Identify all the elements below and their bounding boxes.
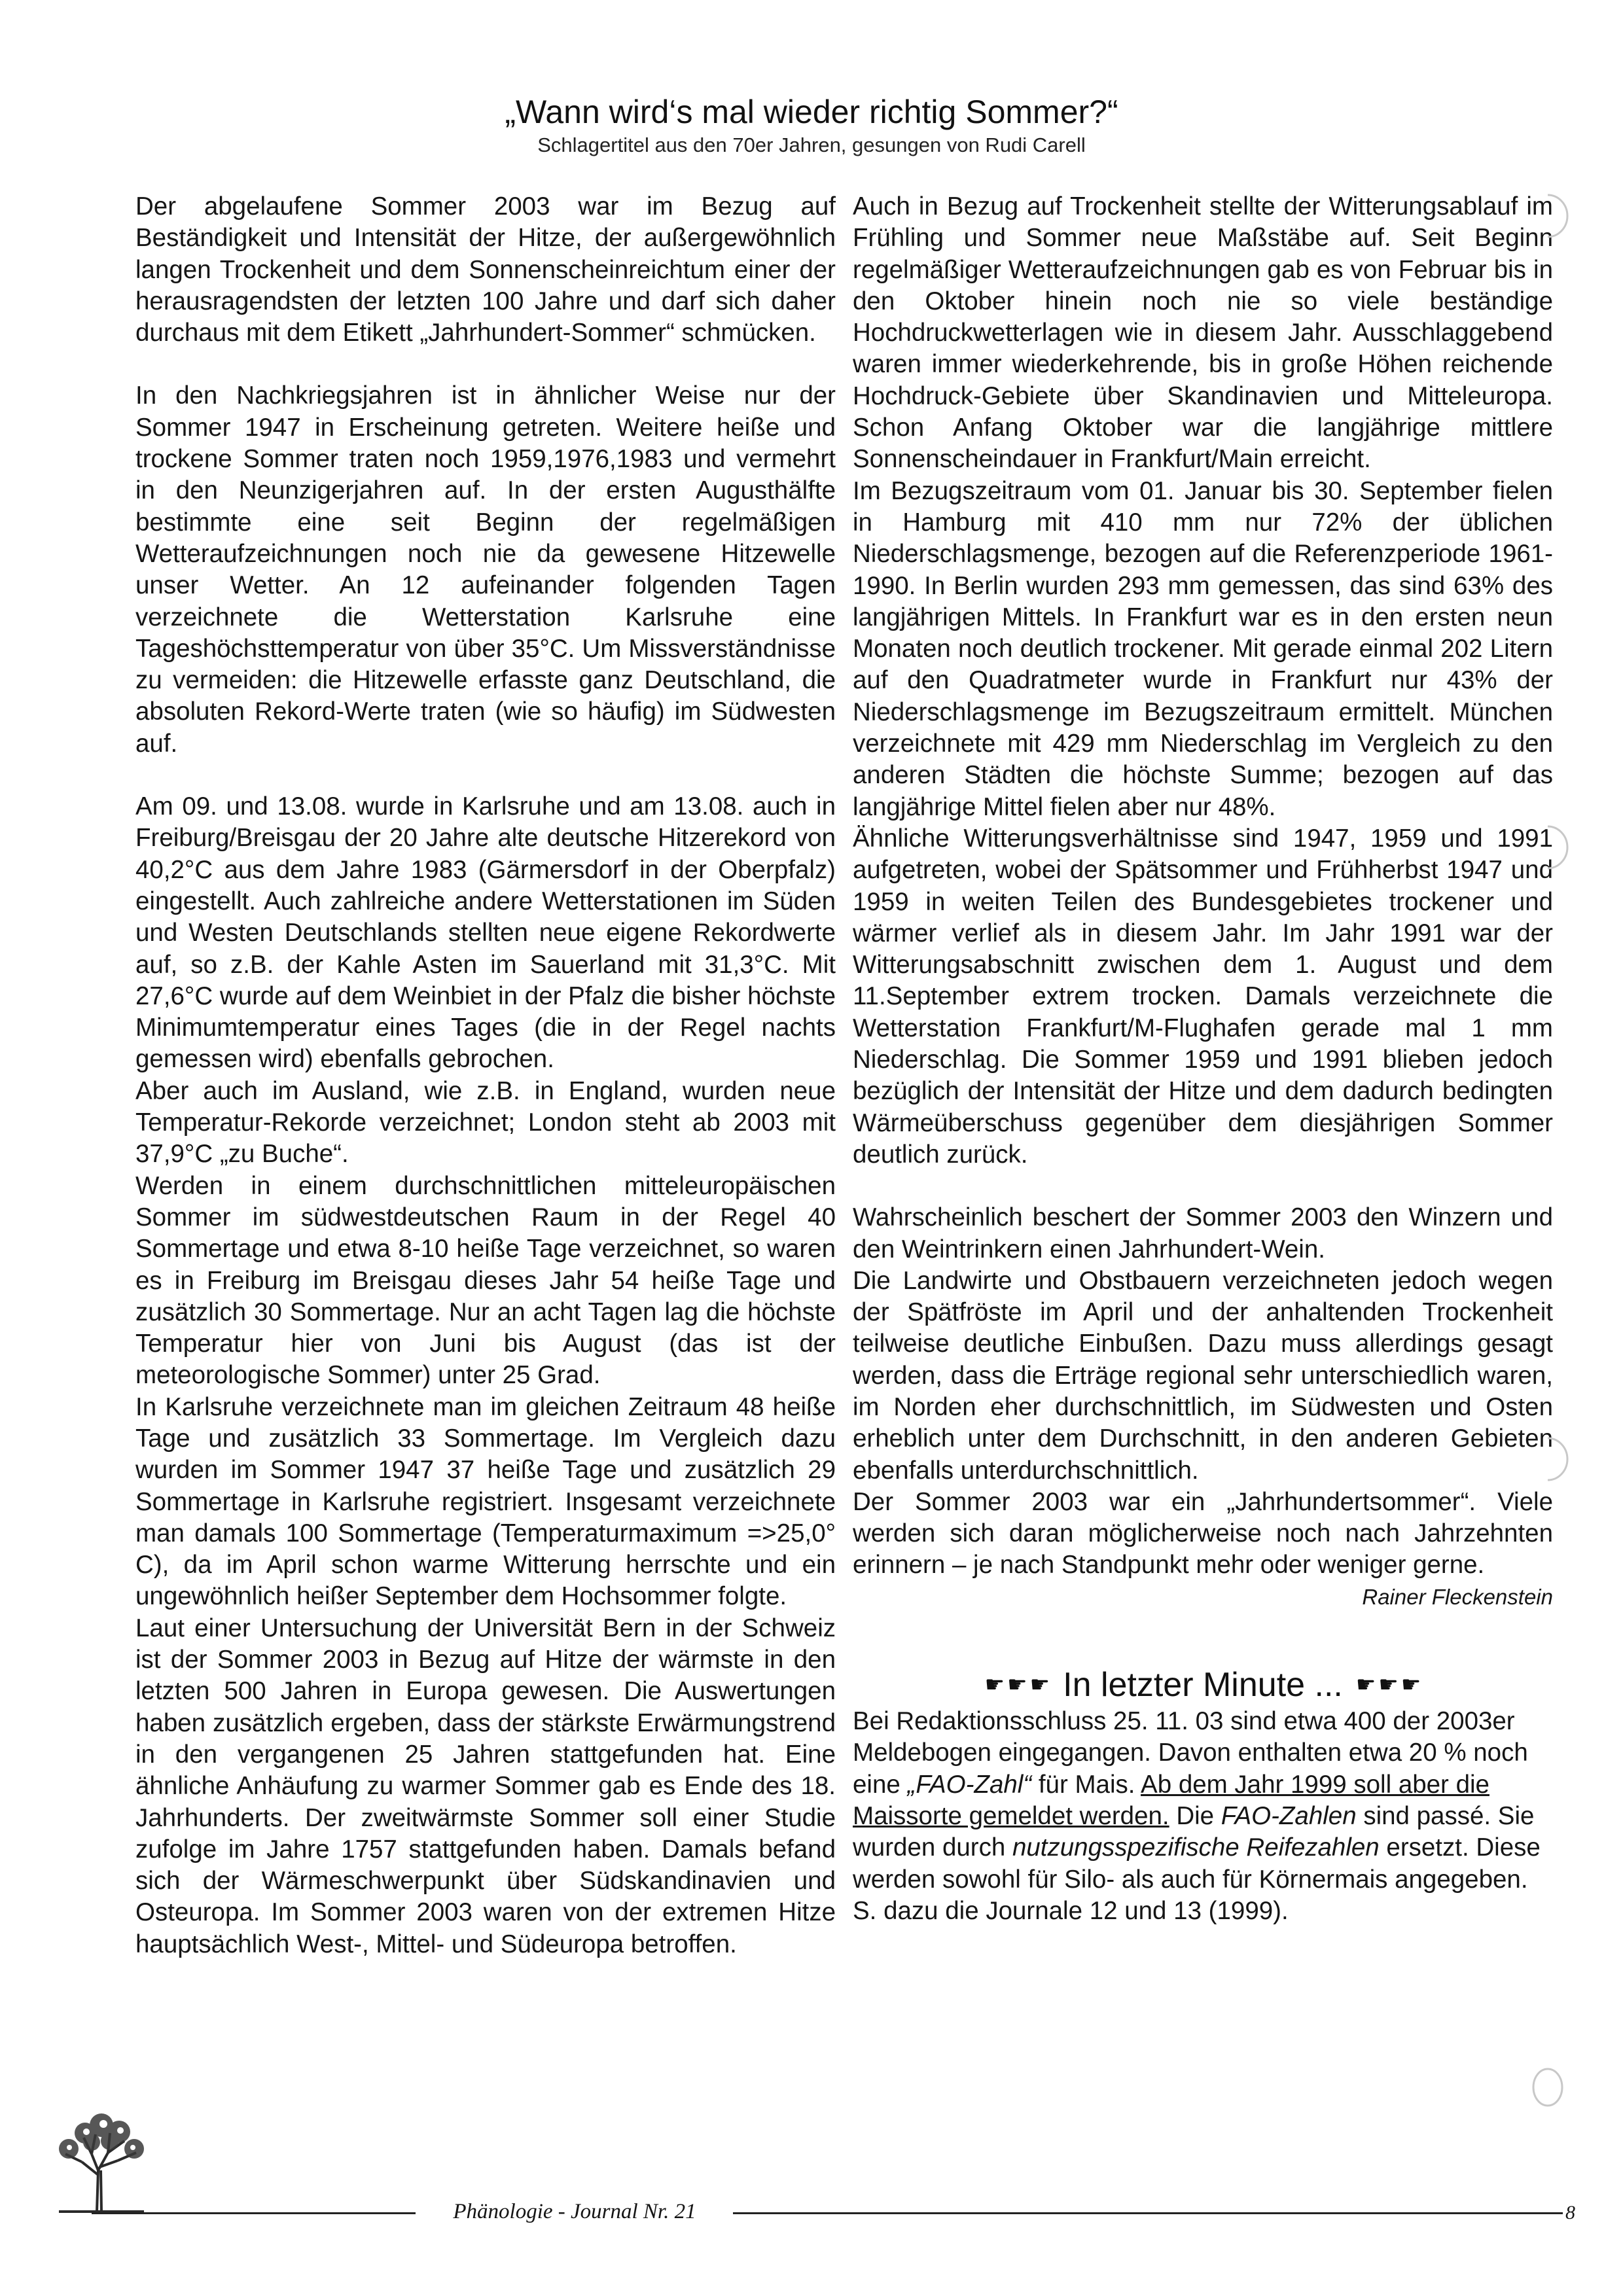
left-paragraph-3: Am 09. und 13.08. wurde in Karlsruhe und am 13.08. auch in Freiburg/Breisgau der 20 Jahre alte deutsche Hitzerekord von 40,2°C aus dem Jahre 1983 (Gärmersdorf in der Oberpfalz) eingestellt. Auch zahlreiche andere Wetterstationen im Süden und Westen Deutschlands stellten neue eigene Rekordwerte auf, so z.B. der Kahle Asten im Sauerland mit 31,3°C. Mit 27,6°C wurde auf dem Weinbiet in der Pfalz die bisher höchste Minimumtemperatur eines Tages (die in der Regel nachts gemessen wird) ebenfalls gebrochen.	[135, 792, 836, 1074]
punch-hole-mark	[1535, 190, 1574, 242]
fao-zahl-term: „FAO-Zahl“	[907, 1770, 1032, 1799]
left-paragraph-4: Aber auch im Ausland, wie z.B. in England, wurden neue Temperatur-Rekorde verzeichnet; London steht ab 2003 mit 37,9°C „zu Buche“.	[135, 1076, 836, 1169]
pointing-hand-icon: ☛	[984, 1672, 1005, 1698]
left-paragraph-5: Werden in einem durchschnittlichen mitteleuropäischen Sommer im südwestdeutschen Raum in der Regel 40 Sommertage und etwa 8-10 heiße Tage verzeichnet, so waren es in Freiburg im Breisgau dieses Jahr 54 heiße Tage und zusätzlich 30 Sommertage. Nur an acht Tagen lag die höchste Temperatur hier von Juni bis August (das ist der meteorologische Sommer) unter 25 Grad.	[135, 1171, 836, 1390]
page-number: 8	[1565, 2202, 1575, 2223]
pointing-hand-icon: ☛	[1400, 1672, 1421, 1698]
signature-line	[853, 1581, 1553, 1613]
underlined-note: Ab dem Jahr 1999 soll aber die Maissorte gemeldet werden.	[853, 1770, 1489, 1830]
pointing-hand-icon: ☛	[1029, 1672, 1050, 1698]
left-column	[135, 191, 836, 1960]
article-title: „Wann wird‘s mal wieder richtig Sommer?“	[505, 94, 1118, 130]
last-minute-text: Bei Redaktionsschluss 25. 11. 03 sind etwa 400 der 2003er Meldebogen eingegangen. Davon enthalten etwa 20 % noch eine „FAO-Zahl“ für Mais. Ab dem Jahr 1999 soll aber die Maissorte gemeldet werden. Die FAO-Zahlen sind passé. Sie wurden durch nutzungsspezifische Reifezahlen ersetzt. Diese werden sowohl für Silo- als auch für Körnermais angegeben. S. dazu die Journale 12 und 13 (1999).	[853, 1707, 1541, 1925]
tree-logo-icon	[46, 2102, 157, 2213]
reifezahlen-term: nutzungsspezifische Reifezahlen	[1012, 1833, 1380, 1862]
footer-rule-left	[92, 2212, 416, 2214]
last-minute-title: In letzter Minute ...	[1063, 1666, 1343, 1704]
right-paragraph-6: Der Sommer 2003 war ein „Jahrhundertsommer“. Viele werden sich daran möglicherweise noch nach Jahrzehnten erinnern – je nach Standpunkt mehr oder weniger gerne.	[853, 1487, 1553, 1580]
right-paragraph-2: Im Bezugszeitraum vom 01. Januar bis 30. September fielen in Hamburg mit 410 mm nur 72% der üblichen Niederschlagsmenge, bezogen auf die Referenzperiode 1961-1990. In Berlin wurden 293 mm gemessen, das sind 63% des langjährigen Mittels. In Frankfurt war es in den ersten neun Monaten noch deutlich trockener. Mit gerade einmal 202 Litern auf den Quadratmeter wurde in Frankfurt nur 43% der Niederschlagsmenge im Bezugszeitraum ermittelt. München verzeichnete mit 429 mm Niederschlag im Vergleich zu den anderen Städten die höchste Summe; bezogen auf das langjährige Mittel fielen aber nur 48%.	[853, 476, 1553, 821]
right-paragraph-1: Auch in Bezug auf Trockenheit stellte der Witterungsablauf im Frühling und Sommer neue Maßstäbe auf. Seit Beginn regelmäßiger Wetteraufzeichnungen gab es von Februar bis in den Oktober hinein noch nie so viele beständige Hochdruckwetterlagen wie in diesem Jahr. Ausschlaggebend waren immer wiederkehrende, bis in große Höhen reichende Hochdruck-Gebiete über Skandinavien und Mitteleuropa. Schon Anfang Oktober war die langjährige mittlere Sonnenscheindauer in Frankfurt/Main erreicht.	[853, 192, 1553, 474]
left-paragraph-6: In Karlsruhe verzeichnete man im gleichen Zeitraum 48 heiße Tage und zusätzlich 33 Sommertage. Im Vergleich dazu wurden im Sommer 1947 37 heiße Tage und zusätzlich 29 Sommertage in Karlsruhe registriert. Insgesamt verzeichnete man damals 100 Sommertage (Temperaturmaximum =>25,0° C), da im April schon warme Witterung herrschte und ein ungewöhnlich heißer September dem Hochsommer folgte.	[135, 1392, 836, 1611]
pointing-hands-right	[1356, 1672, 1421, 1698]
last-minute-body	[853, 1706, 1553, 1927]
punch-hole-mark	[1535, 821, 1574, 874]
right-paragraph-4: Wahrscheinlich beschert der Sommer 2003 den Winzern und den Weintrinkern einen Jahrhundert-Wein.	[853, 1203, 1553, 1263]
punch-hole-mark	[1528, 2061, 1567, 2113]
fao-zahlen-term: FAO-Zahlen	[1221, 1801, 1357, 1830]
right-column	[853, 191, 1553, 1927]
right-paragraph-3: Ähnliche Witterungsverhältnisse sind 1947, 1959 und 1991 aufgetreten, wobei der Spätsommer und Frühherbst 1947 und 1959 in weiten Teilen des Bundesgebietes trockener und wärmer verlief als in diesem Jahr. Im Jahr 1991 war der Witterungsabschnitt zwischen dem 1. August und dem 11.September extrem trocken. Damals verzeichnete die Wetterstation Frankfurt/M-Flughafen gerade mal 1 mm Niederschlag. Die Sommer 1959 und 1991 blieben jedoch bezüglich der Intensität der Hitze und dem dadurch bedingten Wärmeüberschuss gegenüber dem diesjährigen Sommer deutlich zurück.	[853, 824, 1553, 1169]
last-minute-heading	[853, 1664, 1553, 1706]
article-subtitle: Schlagertitel aus den 70er Jahren, gesungen von Rudi Carell	[537, 133, 1086, 156]
pointing-hands-left	[985, 1672, 1050, 1698]
punch-hole-mark	[1535, 1433, 1574, 1485]
pointing-hand-icon: ☛	[1355, 1672, 1376, 1698]
right-paragraph-5: Die Landwirte und Obstbauern verzeichneten jedoch wegen der Spätfröste im April und der anhaltenden Trockenheit teilweise deutliche Einbußen. Dazu muss allerdings gesagt werden, dass die Erträge regional sehr unterschiedlich waren, im Norden eher durchschnittlich, im Südwesten und Osten erheblich unter dem Durchschnitt, in den anderen Gebieten ebenfalls unterdurchschnittlich.	[853, 1266, 1553, 1485]
left-paragraph-1: Der abgelaufene Sommer 2003 war im Bezug auf Beständigkeit und Intensität der Hitze, der außergewöhnlich langen Trockenheit und dem Sonnenscheinreichtum einer der herausragendsten der letzten 100 Jahre und darf sich daher durchaus mit dem Etikett „Jahrhundert-Sommer“ schmücken.	[135, 192, 836, 347]
footer-rule-right	[733, 2212, 1563, 2214]
left-paragraph-2: In den Nachkriegsjahren ist in ähnlicher Weise nur der Sommer 1947 in Erscheinung getreten. Weitere heiße und trockene Sommer traten noch 1959,1976,1983 und vermehrt in den Neunzigerjahren auf. In der ersten Augusthälfte bestimmte eine seit Beginn der regelmäßigen Wetteraufzeichnungen noch nie da gewesene Hitzewelle unser Wetter. An 12 aufeinander folgenden Tagen verzeichnete die Wetterstation Karlsruhe eine Tageshöchsttemperatur von über 35°C. Um Missverständnisse zu vermeiden: die Hitzewelle erfasste ganz Deutschland, die absoluten Rekord-Werte traten (wie so häufig) im Südwesten auf.	[135, 381, 836, 758]
author-signature: Rainer Fleckenstein	[1362, 1584, 1553, 1609]
left-paragraph-7: Laut einer Untersuchung der Universität Bern in der Schweiz ist der Sommer 2003 in Bezug auf Hitze der wärmste in den letzten 500 Jahren in Europa gewesen. Die Auswertungen haben zusätzlich ergeben, dass der stärkste Erwärmungstrend in den vergangenen 25 Jahren stattgefunden hat. Eine ähnliche Anhäufung zu warmer Sommer gab es Ende des 18. Jahrhunderts. Der zweitwärmste Sommer soll einer Studie zufolge im Jahre 1757 stattgefunden haben. Damals befand sich der Wärmeschwerpunkt über Südskandinavien und Osteuropa. Im Sommer 2003 waren von der extremen Hitze hauptsächlich West-, Mittel- und Südeuropa betroffen.	[135, 1614, 836, 1958]
pointing-hand-icon: ☛	[1378, 1672, 1399, 1698]
pointing-hand-icon: ☛	[1007, 1672, 1027, 1698]
journal-name: Phänologie - Journal Nr. 21	[453, 2200, 696, 2223]
